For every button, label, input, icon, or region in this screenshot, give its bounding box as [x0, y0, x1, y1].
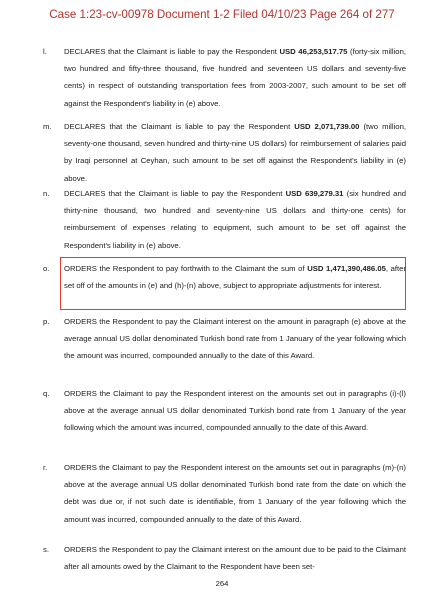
paragraph-label: r.	[43, 463, 48, 472]
page-number: 264	[215, 579, 229, 588]
paragraph-text: DECLARES that the Claimant is liable to pay the Respondent	[64, 189, 286, 198]
paragraph-text: ORDERS the Respondent to pay the Claimant interest on the amount due to be paid to the Claimant after all amounts owed by the Claimant to the Respondent have been set-	[64, 545, 406, 572]
paragraph-p	[43, 313, 406, 365]
paragraph-text: ORDERS the Claimant to pay the Respondent interest on the amounts set out in paragraphs (i)-(l) above at the average annual US dollar denominated Turkish bond rate from 1 January of the year following which the amount was incurred, compounded annually to the date of this Award.	[64, 389, 406, 433]
paragraph-label: l.	[43, 47, 47, 56]
paragraph-text: ORDERS the Respondent to pay the Claimant interest on the amount in paragraph (e) above at the average annual US dollar denominated Turkish bond rate from 1 January of the year following which the amount was incurred, compounded annually to the date of this Award.	[64, 317, 406, 361]
paragraph-amount: USD 639,279.31	[285, 189, 344, 198]
paragraph-text: , after set off of the amounts in (e) and (h)-(n) above, subject to appropriate adjustments for interest.	[64, 264, 407, 291]
paragraph-label: s.	[43, 545, 49, 554]
paragraph-text: (forty-six million, two hundred and fifty-three thousand, five hundred and seventeen US dollars and seventy-five cents) in respect of outstanding transportation fees from 2003-2007, such amount to be set off against the Respondent's liability in (e) above.	[64, 47, 406, 108]
paragraph-s	[43, 541, 406, 575]
paragraph-q	[43, 385, 406, 437]
paragraph-m	[43, 118, 406, 187]
paragraph-text: ORDERS the Claimant to pay the Respondent interest on the amounts set out in paragraphs (m)-(n) above at the average annual US dollar denominated Turkish bond rate from the date on which the debt was due or, if not such date is identifiable, from 1 January of the year following which the amount was incurred, compounded annually to the date of this Award.	[64, 463, 406, 524]
paragraph-amount: USD 1,471,390,486.05	[307, 264, 386, 273]
paragraph-amount: USD 2,071,739.00	[294, 122, 360, 131]
paragraph-l	[43, 43, 406, 112]
paragraph-r	[43, 459, 406, 528]
paragraph-text: DECLARES that the Claimant is liable to pay the Respondent	[64, 122, 295, 131]
case-header: Case 1:23-cv-00978 Document 1-2 Filed 04/10/23 Page 264 of 277	[49, 8, 395, 21]
paragraph-text: DECLARES that the Claimant is liable to pay the Respondent	[64, 47, 280, 56]
paragraph-text: (six hundred and thirty-nine thousand, two hundred and seventy-nine US dollars and thirty-one cents) for reimbursement of expenses relating to equipment, such amount to be set off against the Respondent's liability in (e) above.	[64, 189, 406, 250]
paragraph-amount: USD 46,253,517.75	[279, 47, 348, 56]
paragraph-label: p.	[43, 317, 50, 326]
paragraph-label: q.	[43, 389, 50, 398]
paragraph-label: m.	[43, 122, 52, 131]
paragraph-label: n.	[43, 189, 50, 198]
paragraph-o	[43, 260, 407, 294]
paragraph-text: (two million, seventy-one thousand, seven hundred and thirty-nine US dollars) for reimbursement of salaries paid by Iraqi personnel at Ceyhan, such amount to be set off against the Respondent's liability in (e) above.	[64, 122, 406, 183]
paragraph-n	[43, 185, 406, 254]
paragraph-text: ORDERS the Respondent to pay forthwith to the Claimant the sum of	[64, 264, 308, 273]
paragraph-label: o.	[43, 264, 50, 273]
